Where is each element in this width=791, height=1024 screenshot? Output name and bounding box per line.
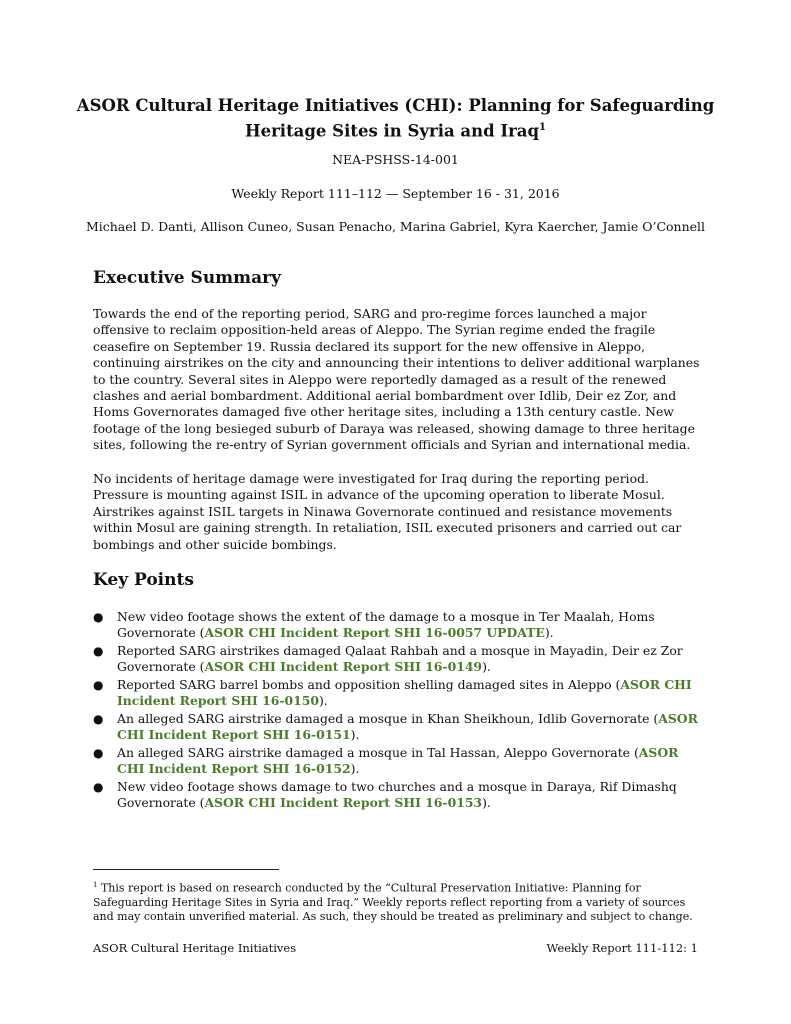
- footer-page-number: Weekly Report 111-112: 1: [546, 941, 698, 955]
- page-title: [60, 95, 731, 143]
- incident-report-link[interactable]: ASOR CHI Incident Report SHI 16-0151: [117, 711, 698, 743]
- key-point-tail: ).: [482, 659, 491, 675]
- key-point-tail: ).: [350, 727, 360, 743]
- key-point-item: [93, 643, 705, 676]
- bullet-icon: ●: [93, 746, 104, 760]
- bullet-icon: ●: [93, 678, 104, 692]
- incident-report-link[interactable]: ASOR CHI Incident Report SHI 16-0150: [117, 677, 692, 709]
- title-footnote-mark: 1: [539, 122, 546, 133]
- key-point-item: [93, 677, 705, 710]
- grant-number: NEA-PSHSS-14-001: [332, 152, 459, 167]
- key-point-text: New video footage shows the extent of the damage to a mosque in Ter Maalah, Homs Governorate (: [117, 609, 655, 641]
- bullet-icon: ●: [93, 780, 104, 794]
- key-point-item: [93, 711, 705, 744]
- footnote-text: This report is based on research conducted by the “Cultural Preservation Initiative: Planning for Safeguarding Heritage Sites in Syria and Iraq.” Weekly reports reflect reporting from a variety of sources and may contain unverified material. As such, they should be treated as preliminary and subject to change.: [93, 881, 693, 924]
- report-period: Weekly Report 111–112 — September 16 - 31, 2016: [231, 186, 560, 201]
- key-points-heading: Key Points: [93, 570, 194, 590]
- incident-report-link[interactable]: ASOR CHI Incident Report SHI 16-0149: [204, 659, 483, 675]
- key-point-tail: ).: [350, 761, 360, 777]
- key-point-tail: ).: [482, 795, 491, 811]
- bullet-icon: ●: [93, 644, 104, 658]
- key-points-list: [93, 609, 705, 813]
- footnote: [93, 878, 705, 925]
- key-point-item: [93, 779, 705, 812]
- key-point-text: Reported SARG barrel bombs and opposition shelling damaged sites in Aleppo (: [117, 677, 621, 692]
- key-point-text: An alleged SARG airstrike damaged a mosque in Tal Hassan, Aleppo Governorate (: [117, 745, 639, 760]
- key-point-tail: ).: [318, 693, 328, 709]
- key-point-item: [93, 745, 705, 778]
- authors-line: Michael D. Danti, Allison Cuneo, Susan Penacho, Marina Gabriel, Kyra Kaercher, Jamie O’Connell: [85, 219, 706, 234]
- footer-organization: ASOR Cultural Heritage Initiatives: [93, 941, 297, 955]
- executive-summary-paragraph-2: No incidents of heritage damage were investigated for Iraq during the reporting period. Pressure is mounting against ISIL in advance of the upcoming operation to liberate Mosul. Airstrikes against ISIL targets in Ninawa Governorate continued and resistance movements within Mosul are gaining strength. In retaliation, ISIL executed prisoners and carried out car bombings and other suicide bombings.: [93, 471, 682, 552]
- executive-summary-paragraph-1: Towards the end of the reporting period, SARG and pro-regime forces launched a major offensive to reclaim opposition-held areas of Aleppo. The Syrian regime ended the fragile ceasefire on September 19. Russia declared its support for the new offensive in Aleppo, continuing airstrikes on the city and announcing their intentions to deliver additional warplanes to the country. Several sites in Aleppo were reportedly damaged as a result of the renewed clashes and aerial bombardment. Additional aerial bombardment over Idlib, Deir ez Zor, and Homs Governorates damaged five other heritage sites, including a 13th century castle. New footage of the long besieged suburb of Daraya was released, showing damage to three heritage sites, following the re-entry of Syrian government officials and Syrian and international media.: [93, 306, 700, 453]
- key-point-text: Reported SARG airstrikes damaged Qalaat Rahbah and a mosque in Mayadin, Deir ez Zor Governorate (: [117, 643, 683, 675]
- footnote-mark: 1: [93, 881, 98, 889]
- bullet-icon: ●: [93, 712, 104, 726]
- incident-report-link[interactable]: ASOR CHI Incident Report SHI 16-0153: [204, 795, 483, 811]
- footnote-divider: [93, 869, 279, 870]
- title-line-2: [60, 117, 731, 143]
- key-point-text: An alleged SARG airstrike damaged a mosque in Khan Sheikhoun, Idlib Governorate (: [117, 711, 659, 726]
- incident-report-link[interactable]: ASOR CHI Incident Report SHI 16-0152: [117, 745, 679, 777]
- title-line-2-text: Heritage Sites in Syria and Iraq: [245, 121, 540, 141]
- key-point-text: New video footage shows damage to two churches and a mosque in Daraya, Rif Dimashq Governorate (: [117, 779, 677, 811]
- key-point-item: [93, 609, 705, 642]
- executive-summary-heading: Executive Summary: [93, 268, 282, 288]
- key-point-tail: ).: [544, 625, 554, 641]
- incident-report-link[interactable]: ASOR CHI Incident Report SHI 16-0057 UPDATE: [204, 625, 545, 641]
- title-line-1: ASOR Cultural Heritage Initiatives (CHI): Planning for Safeguarding: [76, 96, 715, 115]
- bullet-icon: ●: [93, 610, 104, 624]
